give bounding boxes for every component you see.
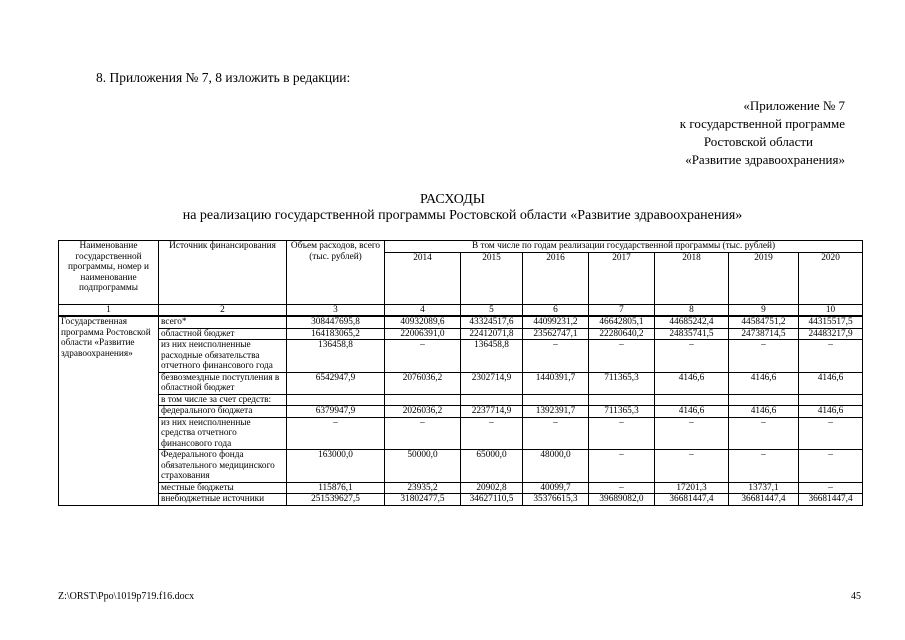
total-cell: 251539627,5 (287, 494, 385, 506)
year-value-cell: – (729, 450, 799, 483)
source-cell: из них неисполненные средства отчетного финансового года (159, 417, 287, 450)
header-years-group: В том числе по годам реализации государственной программы (тыс. рублей) (385, 241, 863, 253)
header-year: 2017 (589, 252, 655, 304)
year-value-cell: 4146,6 (655, 406, 729, 418)
source-cell: федерального бюджета (159, 406, 287, 418)
table-row (59, 340, 863, 373)
year-value-cell: 4146,6 (799, 372, 863, 394)
source-cell: местные бюджеты (159, 482, 287, 494)
year-value-cell: – (385, 417, 461, 450)
year-value-cell: 1392391,7 (523, 406, 589, 418)
year-value-cell: 24835741,5 (655, 328, 729, 340)
source-cell: в том числе за счет средств: (159, 394, 287, 406)
document-subtitle: на реализацию государственной программы Ростовской области «Развитие здравоохранения» (182, 208, 743, 223)
year-value-cell: 34627110,5 (461, 494, 523, 506)
intro-paragraph: 8. Приложения № 7, 8 изложить в редакции: (96, 70, 351, 85)
column-number-row (59, 304, 863, 316)
year-value-cell: 44315517,5 (799, 316, 863, 328)
column-number: 1 (59, 304, 159, 316)
year-value-cell: 44099231,2 (523, 316, 589, 328)
year-value-cell: 2076036,2 (385, 372, 461, 394)
year-value-cell: 43324517,6 (461, 316, 523, 328)
year-value-cell: – (523, 417, 589, 450)
total-cell: 136458,8 (287, 340, 385, 373)
appendix-line-1: «Приложение № 7 (743, 98, 845, 113)
table-row (59, 482, 863, 494)
table-row (59, 417, 863, 450)
year-value-cell: 48000,0 (523, 450, 589, 483)
year-value-cell (385, 394, 461, 406)
year-value-cell: – (655, 417, 729, 450)
source-cell: внебюджетные источники (159, 494, 287, 506)
year-value-cell: 136458,8 (461, 340, 523, 373)
source-cell: областной бюджет (159, 328, 287, 340)
header-name: Наименование государственной программы, номер и наименование подпрограммы (59, 241, 159, 305)
column-number: 8 (655, 304, 729, 316)
year-value-cell: 24483217,9 (799, 328, 863, 340)
year-value-cell: – (729, 417, 799, 450)
table-row (59, 494, 863, 506)
year-value-cell: 39689082,0 (589, 494, 655, 506)
year-value-cell: 13737,1 (729, 482, 799, 494)
year-value-cell: 65000,0 (461, 450, 523, 483)
total-cell: 6379947,9 (287, 406, 385, 418)
column-number: 5 (461, 304, 523, 316)
year-value-cell: 17201,3 (655, 482, 729, 494)
column-number: 9 (729, 304, 799, 316)
year-value-cell: 1440391,7 (523, 372, 589, 394)
year-value-cell: 50000,0 (385, 450, 461, 483)
appendix-line-4: «Развитие здравоохранения» (685, 152, 845, 167)
year-value-cell: 35376615,3 (523, 494, 589, 506)
source-cell: всего* (159, 316, 287, 328)
year-value-cell: – (523, 340, 589, 373)
total-cell: 308447695,8 (287, 316, 385, 328)
header-source: Источник финансирования (159, 241, 287, 305)
year-value-cell (461, 394, 523, 406)
appendix-line-2: к государственной программе (679, 116, 845, 131)
year-value-cell: – (799, 340, 863, 373)
column-number: 6 (523, 304, 589, 316)
year-value-cell: 23562747,1 (523, 328, 589, 340)
year-value-cell: – (589, 482, 655, 494)
year-value-cell: – (655, 450, 729, 483)
file-path-footer: Z:\ORST\Ppo\1019p719.f16.docx (58, 591, 195, 602)
total-cell: 115876,1 (287, 482, 385, 494)
header-year: 2016 (523, 252, 589, 304)
source-cell: из них неисполненные расходные обязательства отчетного финансового года (159, 340, 287, 373)
year-value-cell: 2302714,9 (461, 372, 523, 394)
year-value-cell: 36681447,4 (655, 494, 729, 506)
year-value-cell: 711365,3 (589, 372, 655, 394)
total-cell: 164183065,2 (287, 328, 385, 340)
year-value-cell (729, 394, 799, 406)
column-number: 4 (385, 304, 461, 316)
year-value-cell: 36681447,4 (729, 494, 799, 506)
appendix-line-3: Ростовской области (703, 134, 813, 149)
year-value-cell: 22412071,8 (461, 328, 523, 340)
table-row (59, 406, 863, 418)
column-number: 10 (799, 304, 863, 316)
year-value-cell: 44584751,2 (729, 316, 799, 328)
year-value-cell: – (729, 340, 799, 373)
column-number: 7 (589, 304, 655, 316)
year-value-cell: 23935,2 (385, 482, 461, 494)
year-value-cell: – (589, 417, 655, 450)
year-value-cell: 4146,6 (729, 406, 799, 418)
year-value-cell: – (589, 340, 655, 373)
header-year: 2015 (461, 252, 523, 304)
year-value-cell: – (589, 450, 655, 483)
year-value-cell: – (799, 417, 863, 450)
year-value-cell (799, 394, 863, 406)
table-row (59, 394, 863, 406)
program-name-cell: Государственная программа Ростовской области «Развитие здравоохранения» (59, 316, 159, 505)
year-value-cell: – (655, 340, 729, 373)
header-total: Объем расходов, всего (тыс. рублей) (287, 241, 385, 305)
appendix-heading (545, 97, 845, 169)
year-value-cell: 2237714,9 (461, 406, 523, 418)
table-row (59, 372, 863, 394)
page-number: 45 (851, 591, 861, 602)
year-value-cell: – (799, 482, 863, 494)
table-row (59, 316, 863, 328)
header-year: 2020 (799, 252, 863, 304)
header-year: 2019 (729, 252, 799, 304)
header-year: 2018 (655, 252, 729, 304)
expenses-table (58, 240, 863, 506)
year-value-cell: 711365,3 (589, 406, 655, 418)
year-value-cell: 24738714,5 (729, 328, 799, 340)
year-value-cell: 20902,8 (461, 482, 523, 494)
year-value-cell: 44685242,4 (655, 316, 729, 328)
table-row (59, 328, 863, 340)
total-cell: 163000,0 (287, 450, 385, 483)
year-value-cell: 40932089,6 (385, 316, 461, 328)
year-value-cell: 4146,6 (799, 406, 863, 418)
year-value-cell: 4146,6 (729, 372, 799, 394)
year-value-cell: – (461, 417, 523, 450)
year-value-cell: – (385, 340, 461, 373)
header-year: 2014 (385, 252, 461, 304)
source-cell: безвозмездные поступления в областной бюджет (159, 372, 287, 394)
document-title: РАСХОДЫ (420, 192, 485, 207)
column-number: 3 (287, 304, 385, 316)
year-value-cell: 22280640,2 (589, 328, 655, 340)
source-cell: Федерального фонда обязательного медицинского страхования (159, 450, 287, 483)
year-value-cell (523, 394, 589, 406)
year-value-cell (655, 394, 729, 406)
year-value-cell: 2026036,2 (385, 406, 461, 418)
year-value-cell: 22006391,0 (385, 328, 461, 340)
total-cell (287, 394, 385, 406)
year-value-cell (589, 394, 655, 406)
column-number: 2 (159, 304, 287, 316)
year-value-cell: 40099,7 (523, 482, 589, 494)
total-cell: 6542947,9 (287, 372, 385, 394)
year-value-cell: 31802477,5 (385, 494, 461, 506)
total-cell: – (287, 417, 385, 450)
year-value-cell: 36681447,4 (799, 494, 863, 506)
year-value-cell: 4146,6 (655, 372, 729, 394)
year-value-cell: – (799, 450, 863, 483)
table-row (59, 450, 863, 483)
year-value-cell: 46642805,1 (589, 316, 655, 328)
